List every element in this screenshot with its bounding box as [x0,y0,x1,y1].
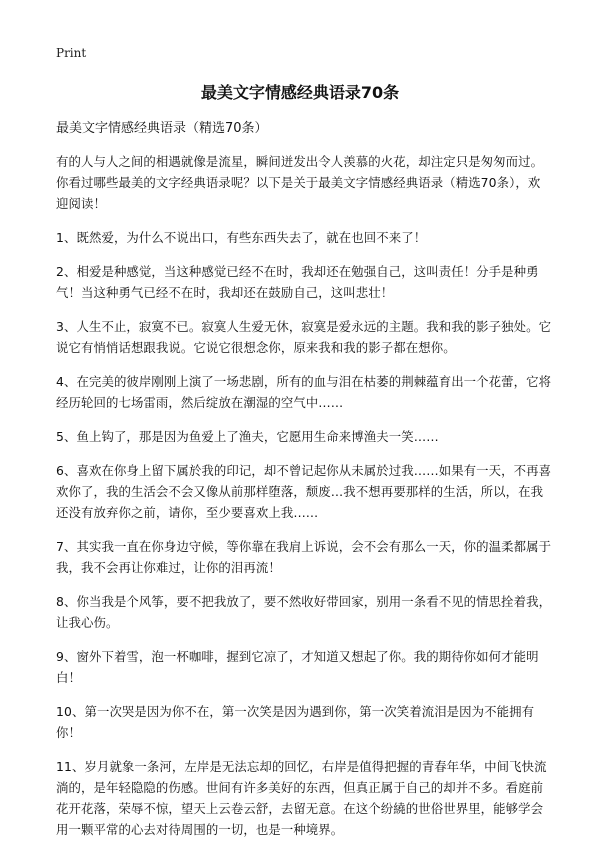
quote-item: 1、既然爱，为什么不说出口，有些东西失去了，就在也回不来了！ [56,230,427,245]
quote-item: 4、在完美的彼岸刚刚上演了一场悲剧，所有的血与泪在枯萎的荆棘蕴育出一个花蕾，它将经历轮回的七场雷雨，然后绽放在潮湿的空气中…… [56,374,552,410]
quote-item: 10、第一次哭是因为你不在，第一次笑是因为遇到你，第一次笑着流泪是因为不能拥有你！ [56,704,535,740]
quote-item: 3、人生不止，寂寞不已。寂寞人生爱无休，寂寞是爱永远的主题。我和我的影子独处。它说它有悄悄话想跟我说。它说它很想念你，原来我和我的影子都在想你。 [56,319,552,355]
quote-item: 7、其实我一直在你身边守候，等你靠在我肩上诉说，会不会有那么一天，你的温柔都属于我，我不会再让你难过，让你的泪再流！ [56,539,552,575]
quote-item: 8、你当我是个风筝，要不把我放了，要不然收好带回家，别用一条看不见的情思拴着我，让我心伤。 [56,594,552,630]
intro-paragraph: 有的人与人之间的相遇就像是流星，瞬间迸发出令人羡慕的火花，却注定只是匆匆而过。你看过哪些最美的文字经典语录呢？以下是关于最美文字情感经典语录（精选70条），欢迎阅读！ [56,154,544,211]
quote-item: 2、相爱是种感觉，当这种感觉已经不在时，我却还在勉强自己，这叫责任！分手是种勇气！当这种勇气已经不在时，我却还在鼓励自己，这叫悲壮！ [56,264,539,300]
print-link[interactable]: Print [56,46,87,60]
article-body [56,118,552,853]
quote-item: 11、岁月就象一条河，左岸是无法忘却的回忆，右岸是值得把握的青春年华，中间飞快流淌的，是年轻隐隐的伤感。世间有许多美好的东西，但真正属于自己的却并不多。看庭前花开花落，荣辱不惊，望天上云卷云舒，去留无意。在这个纷繞的世俗世界里，能够学会用一颗平常的心去对待周围的一切，也是一种境界。 [56,759,547,837]
quote-item: 9、窗外下着雪，泡一杯咖啡，握到它凉了，才知道又想起了你。我的期待你如何才能明白！ [56,649,539,685]
quote-item: 5、鱼上钩了，那是因为鱼爱上了渔夫，它愿用生命来博渔夫一笑…… [56,429,439,444]
quote-item: 6、喜欢在你身上留下属於我的印记，却不曾记起你从未属於过我……如果有一天，不再喜欢你了，我的生活会不会又像从前那样堕落，颓废…我不想再要那样的生活，所以，在我还没有放弃你之前，请你，至少要喜欢上我…… [56,463,552,520]
article-subtitle: 最美文字情感经典语录（精选70条） [56,121,268,136]
page-title: 最美文字情感经典语录70条 [200,83,400,102]
